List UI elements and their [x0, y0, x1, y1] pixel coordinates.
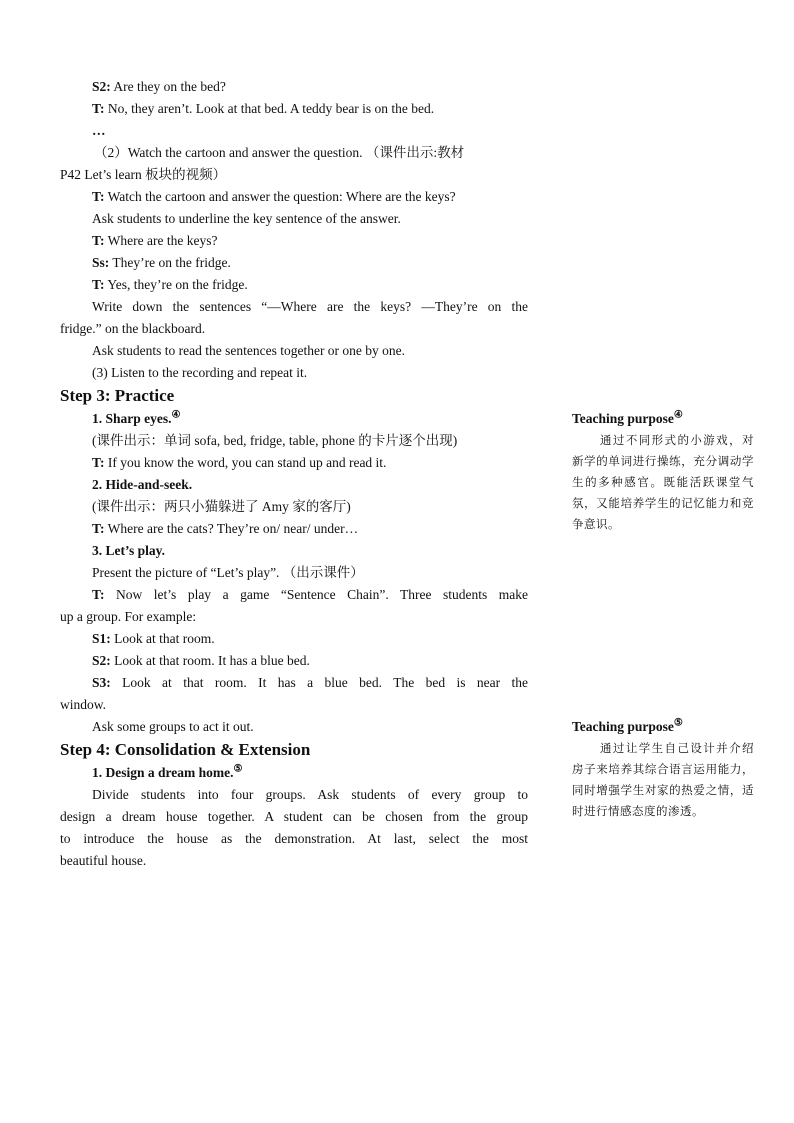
paragraph-line: P42 Let’s learn 板块的视频）: [60, 167, 227, 182]
utterance: No, they aren’t. Look at that bed. A teddy bear is on the bed.: [104, 101, 435, 116]
speaker: S3:: [92, 675, 111, 690]
speaker: T:: [92, 277, 105, 292]
dialogue-line: [60, 628, 528, 650]
dialogue-line: [60, 650, 528, 672]
dialogue-line: [60, 452, 528, 474]
paragraph-line: beautiful house.: [60, 853, 147, 868]
note-body: 通过不同形式的小游戏，对新学的单词进行操练，充分调动学生的多种感官。既能活跃课堂气氛，又能培养学生的记忆能力和竞争意识。: [572, 433, 754, 531]
utterance: Look at that room. It has a blue bed. The bed is near the: [110, 675, 528, 690]
utterance: If you know the word, you can stand up and read it.: [104, 455, 387, 470]
main-column: [60, 76, 528, 872]
paragraph-line: （2）Watch the cartoon and answer the question. （课件出示:教材: [94, 145, 465, 160]
utterance: Now let’s play a game “Sentence Chain”. Three students make: [104, 587, 528, 602]
paragraph-line: Ask students to underline the key sentence of the answer.: [92, 211, 401, 226]
paragraph-line: design a dream house together. A student can be chosen from the group: [60, 809, 528, 824]
speaker: T:: [92, 189, 105, 204]
utterance: Look at that room. It has a blue bed.: [110, 653, 310, 668]
dialogue-line: [60, 98, 528, 120]
activity-title: 1. Design a dream home.: [92, 765, 234, 780]
paragraph-line: Ask some groups to act it out.: [92, 719, 254, 734]
activity-heading: [60, 762, 528, 784]
paragraph-line: window.: [60, 697, 106, 712]
dialogue-line: [60, 584, 528, 606]
paragraph-line: up a group. For example:: [60, 609, 197, 624]
speaker: T:: [92, 233, 105, 248]
note-title: [572, 408, 754, 430]
utterance: They’re on the fridge.: [109, 255, 231, 270]
note-title-text: Teaching purpose: [572, 719, 674, 734]
note-title: [572, 716, 754, 738]
footnote-mark: ⑤: [233, 763, 243, 775]
speaker: S2:: [92, 79, 111, 94]
paragraph-line: Write down the sentences “—Where are the keys? —They’re on the: [92, 299, 528, 314]
speaker: S1:: [92, 631, 111, 646]
teaching-purpose-note: [572, 716, 754, 822]
utterance: Yes, they’re on the fridge.: [104, 277, 248, 292]
paragraph-line: to introduce the house as the demonstration. At last, select the most: [60, 831, 528, 846]
footnote-mark: ⑤: [673, 717, 683, 729]
utterance: Are they on the bed?: [110, 79, 226, 94]
footnote-mark: ④: [171, 409, 181, 421]
dialogue-line: [60, 230, 528, 252]
paragraph-line: Divide students into four groups. Ask students of every group to: [92, 787, 528, 802]
dialogue-line: [60, 252, 528, 274]
activity-heading: 2. Hide-and-seek.: [92, 477, 193, 492]
step4-heading: Step 4: Consolidation & Extension: [60, 740, 311, 759]
paragraph-line: fridge.” on the blackboard.: [60, 321, 206, 336]
paragraph-line: Present the picture of “Let’s play”. （出示课件）: [92, 565, 364, 580]
paragraph-line: (3) Listen to the recording and repeat it.: [92, 365, 308, 380]
paragraph-line: Ask students to read the sentences together or one by one.: [92, 343, 406, 358]
activity-title: 1. Sharp eyes.: [92, 411, 172, 426]
speaker: T:: [92, 101, 105, 116]
dialogue-line: [60, 186, 528, 208]
utterance: Look at that room.: [110, 631, 215, 646]
footnote-mark: ④: [673, 409, 683, 421]
speaker: T:: [92, 587, 105, 602]
utterance: Where are the cats? They’re on/ near/ under…: [104, 521, 359, 536]
dialogue-line: [60, 274, 528, 296]
speaker: Ss:: [92, 255, 110, 270]
utterance: Watch the cartoon and answer the question: Where are the keys?: [104, 189, 456, 204]
ellipsis: …: [92, 123, 106, 138]
speaker: S2:: [92, 653, 111, 668]
dialogue-line: [60, 518, 528, 540]
paragraph-line: (课件出示：单词 sofa, bed, fridge, table, phone 的卡片逐个出现): [92, 433, 458, 448]
dialogue-line: [60, 76, 528, 98]
utterance: Where are the keys?: [104, 233, 218, 248]
teaching-purpose-note: [572, 408, 754, 535]
speaker: T:: [92, 521, 105, 536]
paragraph-line: (课件出示：两只小猫躲进了 Amy 家的客厅): [92, 499, 351, 514]
activity-heading: [60, 408, 528, 430]
dialogue-line: [60, 672, 528, 694]
activity-heading: 3. Let’s play.: [92, 543, 166, 558]
step3-heading: Step 3: Practice: [60, 386, 175, 405]
note-body: 通过让学生自己设计并介绍房子来培养其综合语言运用能力，同时增强学生对家的热爱之情，适时进行情感态度的渗透。: [572, 741, 754, 818]
speaker: T:: [92, 455, 105, 470]
note-title-text: Teaching purpose: [572, 411, 674, 426]
